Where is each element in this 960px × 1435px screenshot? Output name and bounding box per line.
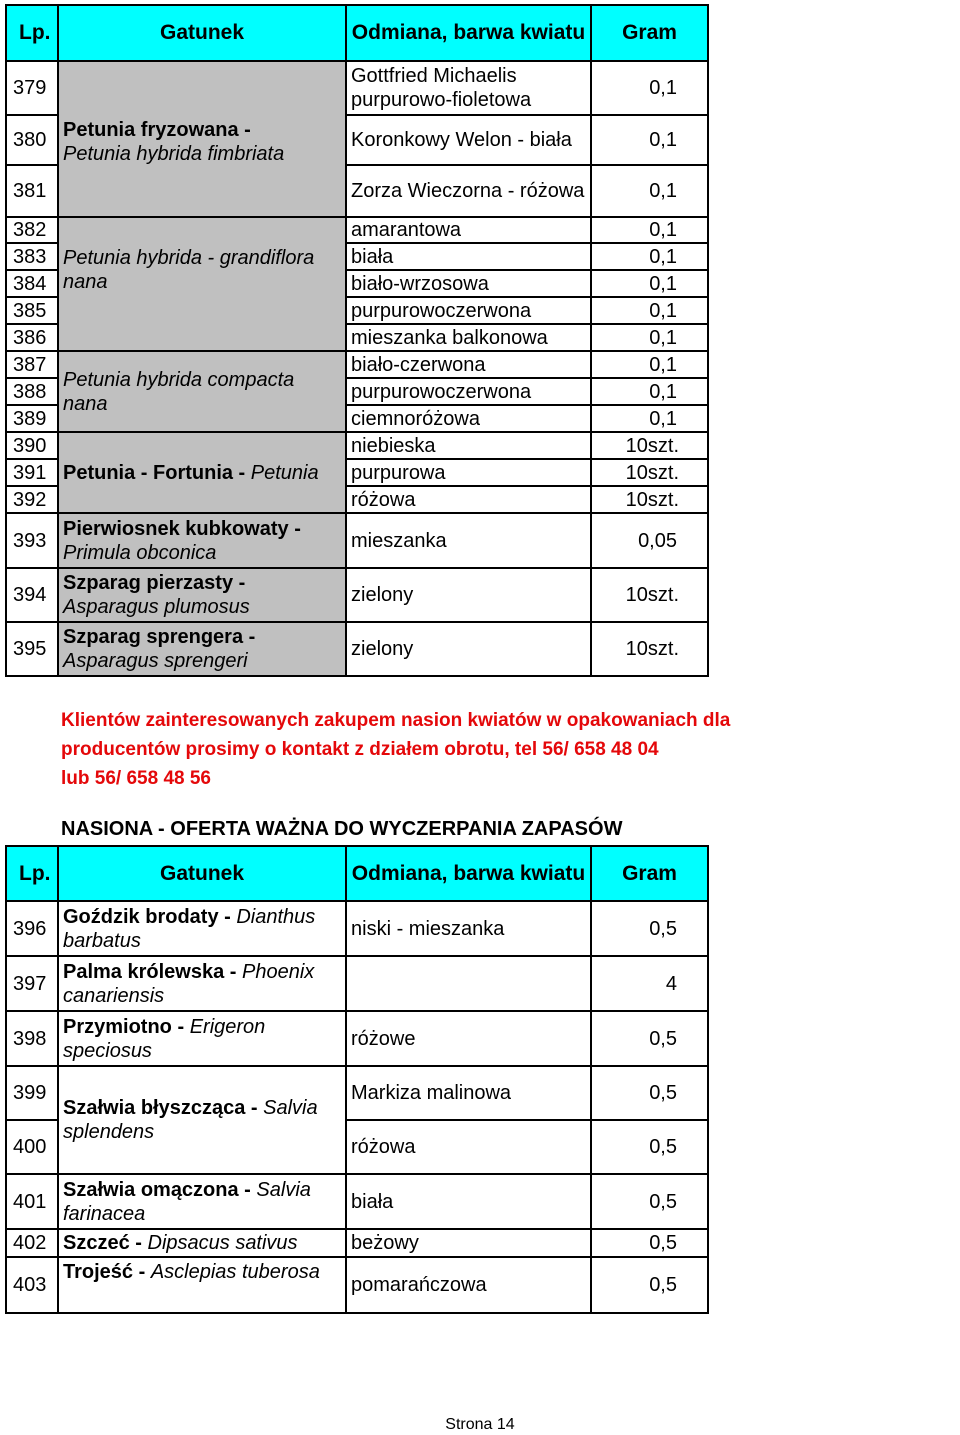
row-lp: 379 [6,61,58,115]
row-lp: 401 [6,1174,58,1229]
species-latin: Petunia hybrida fimbriata [63,143,285,165]
row-gram: 0,05 [591,513,708,568]
species-latin: Phoenix canariensis [63,960,315,1007]
row-odmiana: Gottfried Michaelis purpurowo-fioletowa [346,61,591,115]
row-gram: 0,1 [591,378,708,405]
species-latin: Petunia hybrida - grandiflora nana [63,247,315,293]
species-latin: Petunia hybrida compacta nana [63,368,295,415]
species-name: Przymiotno - [63,1015,185,1038]
row-odmiana: mieszanka [346,513,591,568]
catalog-table-1 [5,4,709,677]
row-lp: 391 [6,459,58,486]
header-gram: Gram [591,846,708,901]
species-latin: Dipsacus sativus [147,1232,298,1254]
species-name: Szałwia omączona - [63,1178,251,1201]
species-cell [58,432,346,513]
row-odmiana: pomarańczowa [346,1257,591,1313]
row-gram: 0,1 [591,165,708,217]
species-cell [58,901,346,956]
species-cell [58,61,346,217]
species-latin: Salvia farinacea [63,1178,311,1225]
row-lp: 398 [6,1011,58,1066]
contact-note [61,706,941,793]
row-gram: 10szt. [591,459,708,486]
row-odmiana: Koronkowy Welon - biała [346,115,591,165]
species-cell [58,513,346,568]
row-gram: 0,1 [591,324,708,351]
row-lp: 382 [6,217,58,243]
row-lp: 390 [6,432,58,459]
row-gram: 0,5 [591,1174,708,1229]
row-odmiana: purpurowoczerwona [346,378,591,405]
species-name: Szczeć - [63,1232,142,1254]
row-odmiana: różowa [346,1120,591,1174]
note-line: lub 56/ 658 48 56 [61,768,211,789]
table-header-row [6,846,708,901]
row-gram: 0,5 [591,901,708,956]
row-lp: 392 [6,486,58,513]
row-lp: 393 [6,513,58,568]
row-odmiana: beżowy [346,1229,591,1257]
species-latin: Asclepias tuberosa [150,1261,320,1283]
row-odmiana: zielony [346,622,591,676]
row-odmiana: różowe [346,1011,591,1066]
row-lp: 395 [6,622,58,676]
species-cell [58,1066,346,1174]
table-row [6,1011,708,1066]
table-row [6,1174,708,1229]
species-name: Pierwiosnek kubkowaty - [63,517,301,540]
table-row [6,432,708,459]
table-row [6,1066,708,1120]
table-row [6,1229,708,1257]
table-row [6,61,708,115]
table-row [6,622,708,676]
row-odmiana: niebieska [346,432,591,459]
table-header-row [6,5,708,61]
row-lp: 384 [6,270,58,297]
row-lp: 381 [6,165,58,217]
row-odmiana: biała [346,1174,591,1229]
row-lp: 396 [6,901,58,956]
species-name: Petunia - Fortunia - [63,461,246,484]
row-gram: 0,1 [591,243,708,270]
row-gram: 0,5 [591,1229,708,1257]
table-row [6,513,708,568]
header-gatunek: Gatunek [58,846,346,901]
species-cell [58,622,346,676]
header-lp: Lp. [6,5,58,61]
row-lp: 394 [6,568,58,622]
species-latin: Asparagus sprengeri [63,650,248,672]
species-latin: Primula obconica [63,541,217,564]
row-gram: 0,5 [591,1120,708,1174]
row-gram: 10szt. [591,622,708,676]
row-gram: 0,1 [591,217,708,243]
row-gram: 0,5 [591,1011,708,1066]
species-latin: Petunia [250,461,319,484]
section-title: NASIONA - OFERTA WAŻNA DO WYCZERPANIA ZAPASÓW [61,818,623,840]
row-gram: 10szt. [591,432,708,459]
row-gram: 10szt. [591,486,708,513]
row-gram: 0,5 [591,1066,708,1120]
row-lp: 399 [6,1066,58,1120]
row-gram: 0,1 [591,270,708,297]
row-odmiana: purpurowoczerwona [346,297,591,324]
row-lp: 385 [6,297,58,324]
row-odmiana: różowa [346,486,591,513]
row-odmiana: ciemnoróżowa [346,405,591,432]
table-row [6,568,708,622]
row-gram: 0,1 [591,405,708,432]
species-name: Szparag sprengera - [63,626,256,648]
species-cell [58,217,346,351]
table-row [6,956,708,1011]
row-gram: 4 [591,956,708,1011]
row-lp: 387 [6,351,58,378]
header-gram: Gram [591,5,708,61]
species-name: Petunia fryzowana - [63,119,251,141]
row-lp: 388 [6,378,58,405]
species-name: Goździk brodaty - [63,905,231,928]
species-name: Palma królewska - [63,960,237,983]
species-name: Trojeść - [63,1261,146,1283]
row-odmiana: purpurowa [346,459,591,486]
row-odmiana: Markiza malinowa [346,1066,591,1120]
row-lp: 389 [6,405,58,432]
row-lp: 403 [6,1257,58,1313]
row-odmiana: zielony [346,568,591,622]
species-name: Szałwia błyszcząca - [63,1097,258,1119]
row-lp: 386 [6,324,58,351]
row-odmiana: biało-czerwona [346,351,591,378]
header-odmiana: Odmiana, barwa kwiatu [346,5,591,61]
row-lp: 383 [6,243,58,270]
row-lp: 397 [6,956,58,1011]
row-lp: 400 [6,1120,58,1174]
row-odmiana: biała [346,243,591,270]
species-cell [58,956,346,1011]
header-gatunek: Gatunek [58,5,346,61]
row-lp: 402 [6,1229,58,1257]
row-lp: 380 [6,115,58,165]
page-number: Strona 14 [445,1416,515,1433]
row-gram: 0,1 [591,61,708,115]
row-odmiana: biało-wrzosowa [346,270,591,297]
species-name: Szparag pierzasty - [63,572,246,594]
table-row [6,217,708,243]
species-latin: Dianthus barbatus [63,905,316,952]
row-gram: 0,1 [591,351,708,378]
species-cell [58,351,346,432]
note-line: Klientów zainteresowanych zakupem nasion kwiatów w opakowaniach dla [61,710,731,731]
table-row [6,351,708,378]
species-latin: Salvia splendens [63,1097,318,1143]
species-cell [58,1174,346,1229]
header-odmiana: Odmiana, barwa kwiatu [346,846,591,901]
note-line: producentów prosimy o kontakt z działem obrotu, tel 56/ 658 48 04 [61,739,659,760]
table-row [6,1257,708,1313]
row-gram: 0,1 [591,115,708,165]
species-cell [58,568,346,622]
row-gram: 0,1 [591,297,708,324]
row-odmiana: mieszanka balkonowa [346,324,591,351]
catalog-table-2 [5,845,709,1314]
species-cell [58,1011,346,1066]
header-lp: Lp. [6,846,58,901]
row-odmiana: amarantowa [346,217,591,243]
table-row [6,901,708,956]
row-odmiana: Zorza Wieczorna - różowa [346,165,591,217]
species-cell [58,1229,346,1257]
row-odmiana: niski - mieszanka [346,901,591,956]
species-latin: Asparagus plumosus [63,596,250,618]
species-latin: Erigeron speciosus [63,1015,266,1062]
row-odmiana [346,956,591,1011]
row-gram: 10szt. [591,568,708,622]
species-cell [58,1257,346,1313]
row-gram: 0,5 [591,1257,708,1313]
